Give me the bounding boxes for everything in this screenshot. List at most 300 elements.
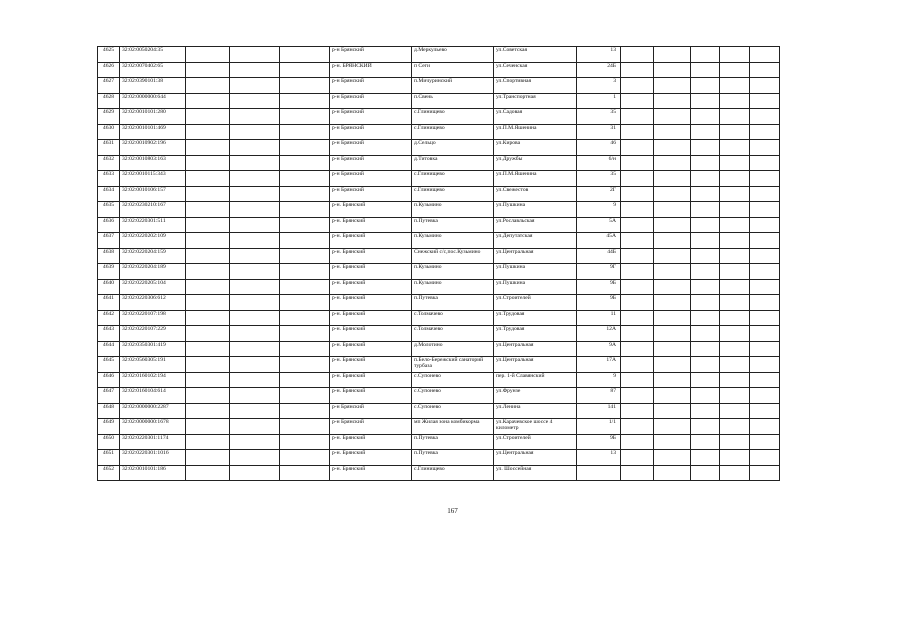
cell-empty bbox=[720, 155, 750, 171]
cell-house: 1 bbox=[577, 93, 621, 109]
cell-locality: с.Глинищево bbox=[412, 171, 494, 187]
cell-empty bbox=[720, 310, 750, 326]
cell-empty bbox=[230, 47, 280, 63]
cell-house: 11 bbox=[577, 310, 621, 326]
cell-street: ул.П.М.Яшенина bbox=[494, 124, 577, 140]
cell-empty bbox=[750, 388, 780, 404]
cell-empty bbox=[750, 109, 780, 125]
cell-district: р-н. Брянский bbox=[330, 233, 412, 249]
cell-street: ул.Садовая bbox=[494, 109, 577, 125]
cell-empty bbox=[691, 419, 720, 435]
cell-cadastral-number: 32:02:0050204:35 bbox=[120, 47, 186, 63]
cell-house: 9А bbox=[577, 341, 621, 357]
cell-street: ул.Дружбы bbox=[494, 155, 577, 171]
cell-empty bbox=[280, 326, 330, 342]
cell-empty bbox=[621, 465, 654, 481]
registry-table-body bbox=[98, 47, 780, 481]
cell-empty bbox=[654, 124, 691, 140]
table-row bbox=[98, 171, 780, 187]
table-row bbox=[98, 248, 780, 264]
cell-empty bbox=[186, 248, 230, 264]
cell-cadastral-number: 32:02:0390101:38 bbox=[120, 78, 186, 94]
cell-empty bbox=[720, 233, 750, 249]
cell-empty bbox=[720, 93, 750, 109]
cell-empty bbox=[186, 419, 230, 435]
cell-empty bbox=[230, 171, 280, 187]
cell-locality: п.Кузьмино bbox=[412, 279, 494, 295]
cell-empty bbox=[654, 279, 691, 295]
cell-cadastral-number: 32:02:0010101:186 bbox=[120, 465, 186, 481]
cell-empty bbox=[720, 279, 750, 295]
cell-locality: п.Путевка bbox=[412, 434, 494, 450]
cell-empty bbox=[621, 295, 654, 311]
table-row bbox=[98, 419, 780, 435]
cell-district: р-н. Брянский bbox=[330, 295, 412, 311]
cell-empty bbox=[230, 233, 280, 249]
cell-empty bbox=[750, 434, 780, 450]
cell-district: р-н. Брянский bbox=[330, 279, 412, 295]
cell-district: р-н. Брянский bbox=[330, 264, 412, 280]
cell-empty bbox=[691, 341, 720, 357]
cell-empty bbox=[280, 357, 330, 373]
cell-street: ул.П.М.Яшенина bbox=[494, 171, 577, 187]
cell-cadastral-number: 32:02:0220306:612 bbox=[120, 295, 186, 311]
cell-empty bbox=[654, 264, 691, 280]
cell-empty bbox=[280, 295, 330, 311]
cell-empty bbox=[691, 233, 720, 249]
cell-empty bbox=[691, 465, 720, 481]
cell-empty bbox=[280, 140, 330, 156]
cell-empty bbox=[654, 93, 691, 109]
cell-empty bbox=[186, 326, 230, 342]
cell-empty bbox=[230, 388, 280, 404]
cell-empty bbox=[654, 78, 691, 94]
table-row bbox=[98, 372, 780, 388]
table-row bbox=[98, 264, 780, 280]
cell-empty bbox=[621, 233, 654, 249]
cell-street: ул.Центральная bbox=[494, 357, 577, 373]
cell-empty bbox=[621, 78, 654, 94]
cell-cadastral-number: 32:02:0560305:191 bbox=[120, 357, 186, 373]
cell-empty bbox=[186, 341, 230, 357]
cell-cadastral-number: 32:02:0010101:280 bbox=[120, 109, 186, 125]
cell-empty bbox=[230, 403, 280, 419]
cell-street: ул.Центральная bbox=[494, 248, 577, 264]
page-number: 167 bbox=[447, 507, 458, 515]
cell-empty bbox=[621, 171, 654, 187]
cell-empty bbox=[621, 264, 654, 280]
cell-empty bbox=[654, 248, 691, 264]
cell-house: 12А bbox=[577, 326, 621, 342]
cell-locality: с.Толмачево bbox=[412, 326, 494, 342]
cell-empty bbox=[621, 310, 654, 326]
cell-number: 4643 bbox=[98, 326, 120, 342]
cell-empty bbox=[720, 341, 750, 357]
cell-empty bbox=[621, 186, 654, 202]
cell-empty bbox=[280, 186, 330, 202]
cell-empty bbox=[720, 62, 750, 78]
cell-district: р-н. Брянский bbox=[330, 465, 412, 481]
cell-locality: п.Путевка bbox=[412, 295, 494, 311]
cell-number: 4650 bbox=[98, 434, 120, 450]
cell-house: 35 bbox=[577, 109, 621, 125]
cell-cadastral-number: 32:02:0010106:157 bbox=[120, 186, 186, 202]
cell-empty bbox=[654, 233, 691, 249]
cell-empty bbox=[691, 140, 720, 156]
table-row bbox=[98, 140, 780, 156]
cell-house: 87 bbox=[577, 388, 621, 404]
cell-locality: д.Титовка bbox=[412, 155, 494, 171]
cell-empty bbox=[720, 186, 750, 202]
cell-district: р-н Брянский bbox=[330, 140, 412, 156]
cell-empty bbox=[691, 93, 720, 109]
cell-empty bbox=[186, 450, 230, 466]
cell-empty bbox=[621, 326, 654, 342]
cell-cadastral-number: 32:02:0010803:163 bbox=[120, 155, 186, 171]
cell-empty bbox=[720, 124, 750, 140]
cell-empty bbox=[621, 155, 654, 171]
cell-empty bbox=[720, 78, 750, 94]
cell-empty bbox=[621, 93, 654, 109]
cell-empty bbox=[230, 62, 280, 78]
cell-house: 3 bbox=[577, 78, 621, 94]
cell-empty bbox=[186, 47, 230, 63]
cell-empty bbox=[621, 357, 654, 373]
cell-street: ул.Фрунзе bbox=[494, 388, 577, 404]
cell-empty bbox=[691, 279, 720, 295]
cell-district: р-н. Брянский bbox=[330, 202, 412, 218]
cell-district: р-н Брянский bbox=[330, 109, 412, 125]
cell-empty bbox=[230, 186, 280, 202]
cell-number: 4638 bbox=[98, 248, 120, 264]
cell-empty bbox=[720, 326, 750, 342]
cell-street: ул.Сеченская bbox=[494, 62, 577, 78]
cell-house: 9Б bbox=[577, 279, 621, 295]
cell-empty bbox=[186, 78, 230, 94]
cell-empty bbox=[654, 171, 691, 187]
cell-empty bbox=[654, 310, 691, 326]
cell-locality: с.Супонево bbox=[412, 403, 494, 419]
cell-empty bbox=[230, 310, 280, 326]
cell-empty bbox=[621, 109, 654, 125]
cell-house: 45А bbox=[577, 233, 621, 249]
cell-empty bbox=[720, 357, 750, 373]
cell-empty bbox=[750, 248, 780, 264]
cell-empty bbox=[720, 419, 750, 435]
cell-district: р-н. Брянский bbox=[330, 217, 412, 233]
cell-empty bbox=[691, 310, 720, 326]
cell-empty bbox=[280, 47, 330, 63]
cell-house: 9 bbox=[577, 202, 621, 218]
cell-locality: мп Жилая зона комбикорма bbox=[412, 419, 494, 435]
cell-empty bbox=[691, 326, 720, 342]
cell-empty bbox=[750, 124, 780, 140]
cell-number: 4649 bbox=[98, 419, 120, 435]
cell-street: ул.Кирова bbox=[494, 140, 577, 156]
cell-number: 4651 bbox=[98, 450, 120, 466]
cell-number: 4631 bbox=[98, 140, 120, 156]
cell-empty bbox=[654, 47, 691, 63]
cell-number: 4633 bbox=[98, 171, 120, 187]
cell-empty bbox=[280, 279, 330, 295]
table-row bbox=[98, 326, 780, 342]
cell-number: 4626 bbox=[98, 62, 120, 78]
cell-empty bbox=[280, 264, 330, 280]
cell-empty bbox=[654, 295, 691, 311]
cell-cadastral-number: 32:02:0010101:469 bbox=[120, 124, 186, 140]
cell-empty bbox=[230, 202, 280, 218]
cell-district: р-н. Брянский bbox=[330, 372, 412, 388]
cell-house: 1/1 bbox=[577, 419, 621, 435]
cell-empty bbox=[230, 124, 280, 140]
cell-district: р-н. Брянский bbox=[330, 357, 412, 373]
table-row bbox=[98, 403, 780, 419]
cell-empty bbox=[186, 109, 230, 125]
cell-house: 24Б bbox=[577, 62, 621, 78]
cell-locality: с.Глинищево bbox=[412, 186, 494, 202]
cell-empty bbox=[230, 434, 280, 450]
cell-empty bbox=[654, 217, 691, 233]
cell-empty bbox=[691, 217, 720, 233]
cell-empty bbox=[280, 341, 330, 357]
cell-locality: д.Меркульево bbox=[412, 47, 494, 63]
cell-empty bbox=[720, 450, 750, 466]
cell-number: 4642 bbox=[98, 310, 120, 326]
cell-number: 4640 bbox=[98, 279, 120, 295]
cell-empty bbox=[621, 434, 654, 450]
cell-empty bbox=[230, 372, 280, 388]
cell-empty bbox=[654, 465, 691, 481]
cell-empty bbox=[186, 403, 230, 419]
table-row bbox=[98, 279, 780, 295]
cell-locality: п.Путевка bbox=[412, 217, 494, 233]
cell-empty bbox=[654, 140, 691, 156]
cell-street: ул.Депутатская bbox=[494, 233, 577, 249]
cell-district: р-н. Брянский bbox=[330, 341, 412, 357]
cell-number: 4637 bbox=[98, 233, 120, 249]
cell-number: 4647 bbox=[98, 388, 120, 404]
cell-house: 2Г bbox=[577, 186, 621, 202]
cell-empty bbox=[186, 372, 230, 388]
cell-empty bbox=[720, 388, 750, 404]
cell-number: 4645 bbox=[98, 357, 120, 373]
cell-empty bbox=[280, 171, 330, 187]
cell-street: ул. Шоссейная bbox=[494, 465, 577, 481]
cell-empty bbox=[186, 465, 230, 481]
table-row bbox=[98, 450, 780, 466]
cell-empty bbox=[750, 171, 780, 187]
cell-empty bbox=[230, 465, 280, 481]
cell-empty bbox=[750, 419, 780, 435]
cell-empty bbox=[654, 341, 691, 357]
cell-empty bbox=[230, 341, 280, 357]
cell-empty bbox=[750, 465, 780, 481]
cell-empty bbox=[750, 279, 780, 295]
cell-house: 31 bbox=[577, 124, 621, 140]
cell-empty bbox=[186, 388, 230, 404]
table-row bbox=[98, 93, 780, 109]
cell-empty bbox=[750, 450, 780, 466]
cell-empty bbox=[186, 124, 230, 140]
cell-empty bbox=[280, 202, 330, 218]
cell-empty bbox=[750, 47, 780, 63]
table-row bbox=[98, 357, 780, 373]
cell-number: 4627 bbox=[98, 78, 120, 94]
table-row bbox=[98, 341, 780, 357]
cell-empty bbox=[654, 403, 691, 419]
cell-empty bbox=[691, 403, 720, 419]
cell-street: ул.Трудовая bbox=[494, 326, 577, 342]
cell-empty bbox=[621, 372, 654, 388]
cell-empty bbox=[654, 419, 691, 435]
cell-district: р-н Брянский bbox=[330, 93, 412, 109]
cell-empty bbox=[230, 78, 280, 94]
cell-empty bbox=[621, 248, 654, 264]
cell-locality: п.Кузьмино bbox=[412, 202, 494, 218]
cell-empty bbox=[720, 434, 750, 450]
table-row bbox=[98, 202, 780, 218]
cell-empty bbox=[750, 78, 780, 94]
cell-cadastral-number: 32:02:0160102:194 bbox=[120, 372, 186, 388]
cell-empty bbox=[230, 155, 280, 171]
cell-empty bbox=[691, 434, 720, 450]
cell-empty bbox=[621, 388, 654, 404]
cell-cadastral-number: 32:02:0220204:189 bbox=[120, 264, 186, 280]
cell-cadastral-number: 32:02:0220301:511 bbox=[120, 217, 186, 233]
cell-cadastral-number: 32:02:0220202:109 bbox=[120, 233, 186, 249]
cell-street: ул.Строителей bbox=[494, 295, 577, 311]
cell-cadastral-number: 32:02:0000000:2287 bbox=[120, 403, 186, 419]
cell-street: пер. 1-й Славянский bbox=[494, 372, 577, 388]
cell-street: ул.Рославльская bbox=[494, 217, 577, 233]
cell-locality: д.Молотино bbox=[412, 341, 494, 357]
cell-cadastral-number: 32:02:0350301:419 bbox=[120, 341, 186, 357]
cell-district: р-н. Брянский bbox=[330, 310, 412, 326]
cell-empty bbox=[654, 434, 691, 450]
cell-empty bbox=[750, 155, 780, 171]
cell-empty bbox=[230, 109, 280, 125]
table-row bbox=[98, 233, 780, 249]
cell-empty bbox=[691, 388, 720, 404]
cell-number: 4634 bbox=[98, 186, 120, 202]
cell-house: 9Б bbox=[577, 295, 621, 311]
cell-number: 4644 bbox=[98, 341, 120, 357]
cell-empty bbox=[186, 155, 230, 171]
cell-empty bbox=[750, 233, 780, 249]
cell-empty bbox=[621, 140, 654, 156]
cell-empty bbox=[750, 357, 780, 373]
cell-empty bbox=[691, 155, 720, 171]
cell-empty bbox=[750, 326, 780, 342]
cell-empty bbox=[691, 248, 720, 264]
cell-street: ул.Трудовая bbox=[494, 310, 577, 326]
cell-street: ул.Карачевское шоссе 4 километр bbox=[494, 419, 577, 435]
cell-locality: п.Бело-Бережский санаторий турбаза bbox=[412, 357, 494, 373]
cell-locality: п.Свень bbox=[412, 93, 494, 109]
cell-cadastral-number: 32:02:0000000:1678 bbox=[120, 419, 186, 435]
cell-street: ул.Пушкина bbox=[494, 279, 577, 295]
cell-empty bbox=[621, 202, 654, 218]
cell-number: 4646 bbox=[98, 372, 120, 388]
cell-empty bbox=[750, 202, 780, 218]
cell-cadastral-number: 32:02:0010902:196 bbox=[120, 140, 186, 156]
cell-street: ул.Спортивная bbox=[494, 78, 577, 94]
cell-empty bbox=[280, 248, 330, 264]
cell-street: ул.Центральная bbox=[494, 341, 577, 357]
cell-empty bbox=[720, 372, 750, 388]
cell-district: р-н Брянский bbox=[330, 419, 412, 435]
cell-empty bbox=[720, 248, 750, 264]
cell-empty bbox=[280, 450, 330, 466]
cell-empty bbox=[280, 93, 330, 109]
cell-cadastral-number: 32:02:0000000:644 bbox=[120, 93, 186, 109]
cell-district: р-н Брянский bbox=[330, 186, 412, 202]
cell-empty bbox=[750, 62, 780, 78]
cell-empty bbox=[186, 140, 230, 156]
cell-house: 13 bbox=[577, 47, 621, 63]
cell-empty bbox=[654, 357, 691, 373]
cell-empty bbox=[621, 419, 654, 435]
cell-empty bbox=[186, 279, 230, 295]
cell-locality: с.Глинищево bbox=[412, 124, 494, 140]
cell-district: р-н Брянский bbox=[330, 155, 412, 171]
cell-district: р-н Брянский bbox=[330, 403, 412, 419]
cell-empty bbox=[750, 403, 780, 419]
table-row bbox=[98, 62, 780, 78]
cell-district: р-н Брянский bbox=[330, 124, 412, 140]
cell-empty bbox=[621, 341, 654, 357]
cell-empty bbox=[654, 202, 691, 218]
cell-locality: с.Глинищево bbox=[412, 465, 494, 481]
cell-empty bbox=[280, 310, 330, 326]
cell-district: р-н. Брянский bbox=[330, 248, 412, 264]
cell-house: 9Б bbox=[577, 434, 621, 450]
cell-cadastral-number: 32:02:0070402:65 bbox=[120, 62, 186, 78]
cell-empty bbox=[654, 186, 691, 202]
cell-empty bbox=[691, 202, 720, 218]
cell-house: 46 bbox=[577, 140, 621, 156]
cell-empty bbox=[750, 341, 780, 357]
cell-number: 4652 bbox=[98, 465, 120, 481]
cell-empty bbox=[654, 372, 691, 388]
cell-street: ул.Центральная bbox=[494, 450, 577, 466]
cell-empty bbox=[230, 279, 280, 295]
cell-empty bbox=[720, 217, 750, 233]
cell-empty bbox=[186, 217, 230, 233]
cell-house: 141 bbox=[577, 403, 621, 419]
cell-empty bbox=[230, 264, 280, 280]
cell-empty bbox=[750, 372, 780, 388]
cell-empty bbox=[280, 372, 330, 388]
cell-empty bbox=[230, 419, 280, 435]
cell-empty bbox=[186, 434, 230, 450]
cell-number: 4635 bbox=[98, 202, 120, 218]
cell-house: 44Б bbox=[577, 248, 621, 264]
cell-street: ул.Советская bbox=[494, 47, 577, 63]
cell-empty bbox=[720, 171, 750, 187]
cell-locality: с.Толмачево bbox=[412, 310, 494, 326]
cell-empty bbox=[230, 248, 280, 264]
cell-empty bbox=[654, 155, 691, 171]
cell-empty bbox=[230, 93, 280, 109]
cell-empty bbox=[654, 109, 691, 125]
table-row bbox=[98, 295, 780, 311]
registry-table bbox=[97, 46, 780, 481]
cell-empty bbox=[720, 202, 750, 218]
cell-empty bbox=[621, 124, 654, 140]
cell-empty bbox=[280, 155, 330, 171]
cell-locality: д.Сельцо bbox=[412, 140, 494, 156]
